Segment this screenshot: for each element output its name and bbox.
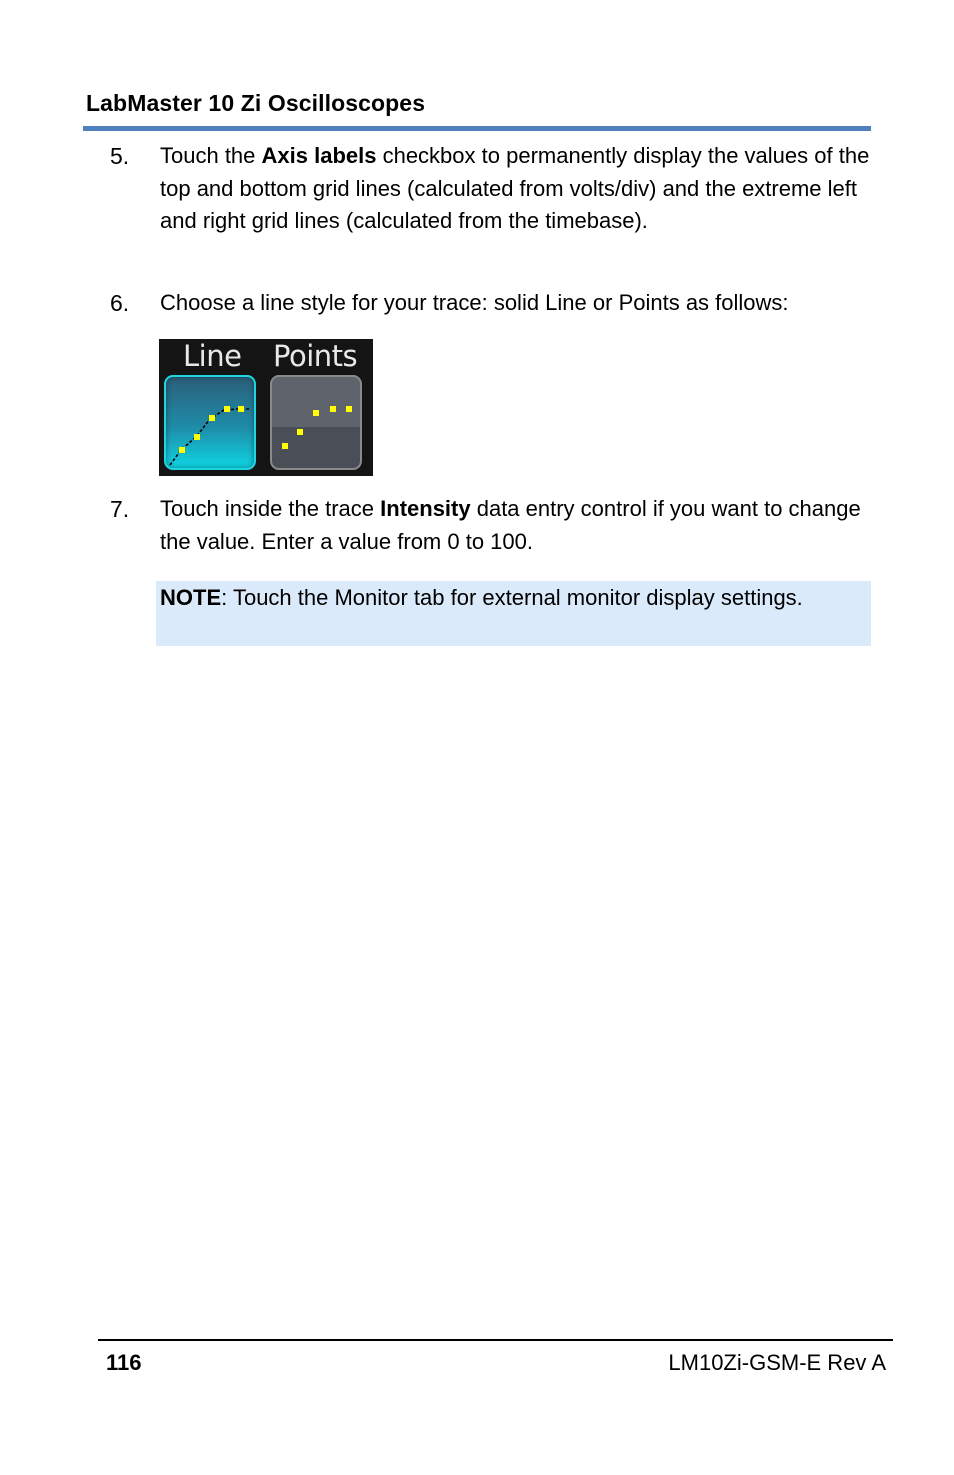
step-text-part: Touch the [160, 143, 262, 168]
step-text [160, 140, 872, 238]
header-rule [83, 126, 871, 131]
axis-labels-term: Axis labels [261, 143, 377, 168]
line-trace-icon [166, 377, 258, 472]
step-text [160, 493, 872, 558]
step-text-part: Touch inside the trace [160, 496, 381, 521]
step-number: 6. [110, 290, 130, 316]
intensity-term: Intensity [380, 496, 471, 521]
page-header-title: LabMaster 10 Zi Oscilloscopes [86, 90, 426, 116]
step-text-part: data entry control if you want to change the value. Enter a value from 0 to 100. [160, 496, 861, 554]
note-box [156, 581, 871, 646]
points-trace-icon [272, 377, 364, 472]
line-button-label: Line [183, 339, 242, 373]
step-number: 5. [110, 143, 130, 169]
note-label: NOTE [160, 585, 222, 610]
line-style-button[interactable] [164, 375, 256, 470]
note-text: : Touch the Monitor tab for external monitor display settings. [221, 585, 803, 610]
points-button-label: Points [273, 339, 358, 373]
footer-rule [98, 1339, 893, 1341]
line-style-widget [159, 339, 373, 476]
points-style-button[interactable] [270, 375, 362, 470]
page-number: 116 [106, 1350, 142, 1375]
step-text-part: Choose a line style for your trace: solid Line or Points as follows: [160, 290, 789, 315]
document-code: LM10Zi-GSM-E Rev A [668, 1350, 886, 1375]
step-text [160, 287, 872, 320]
step-text-part: checkbox to permanently display the values of the top and bottom grid lines (calculated from volts/div) and the extreme left and right grid lines (calculated from the timebase). [160, 143, 870, 233]
step-number: 7. [110, 496, 130, 522]
